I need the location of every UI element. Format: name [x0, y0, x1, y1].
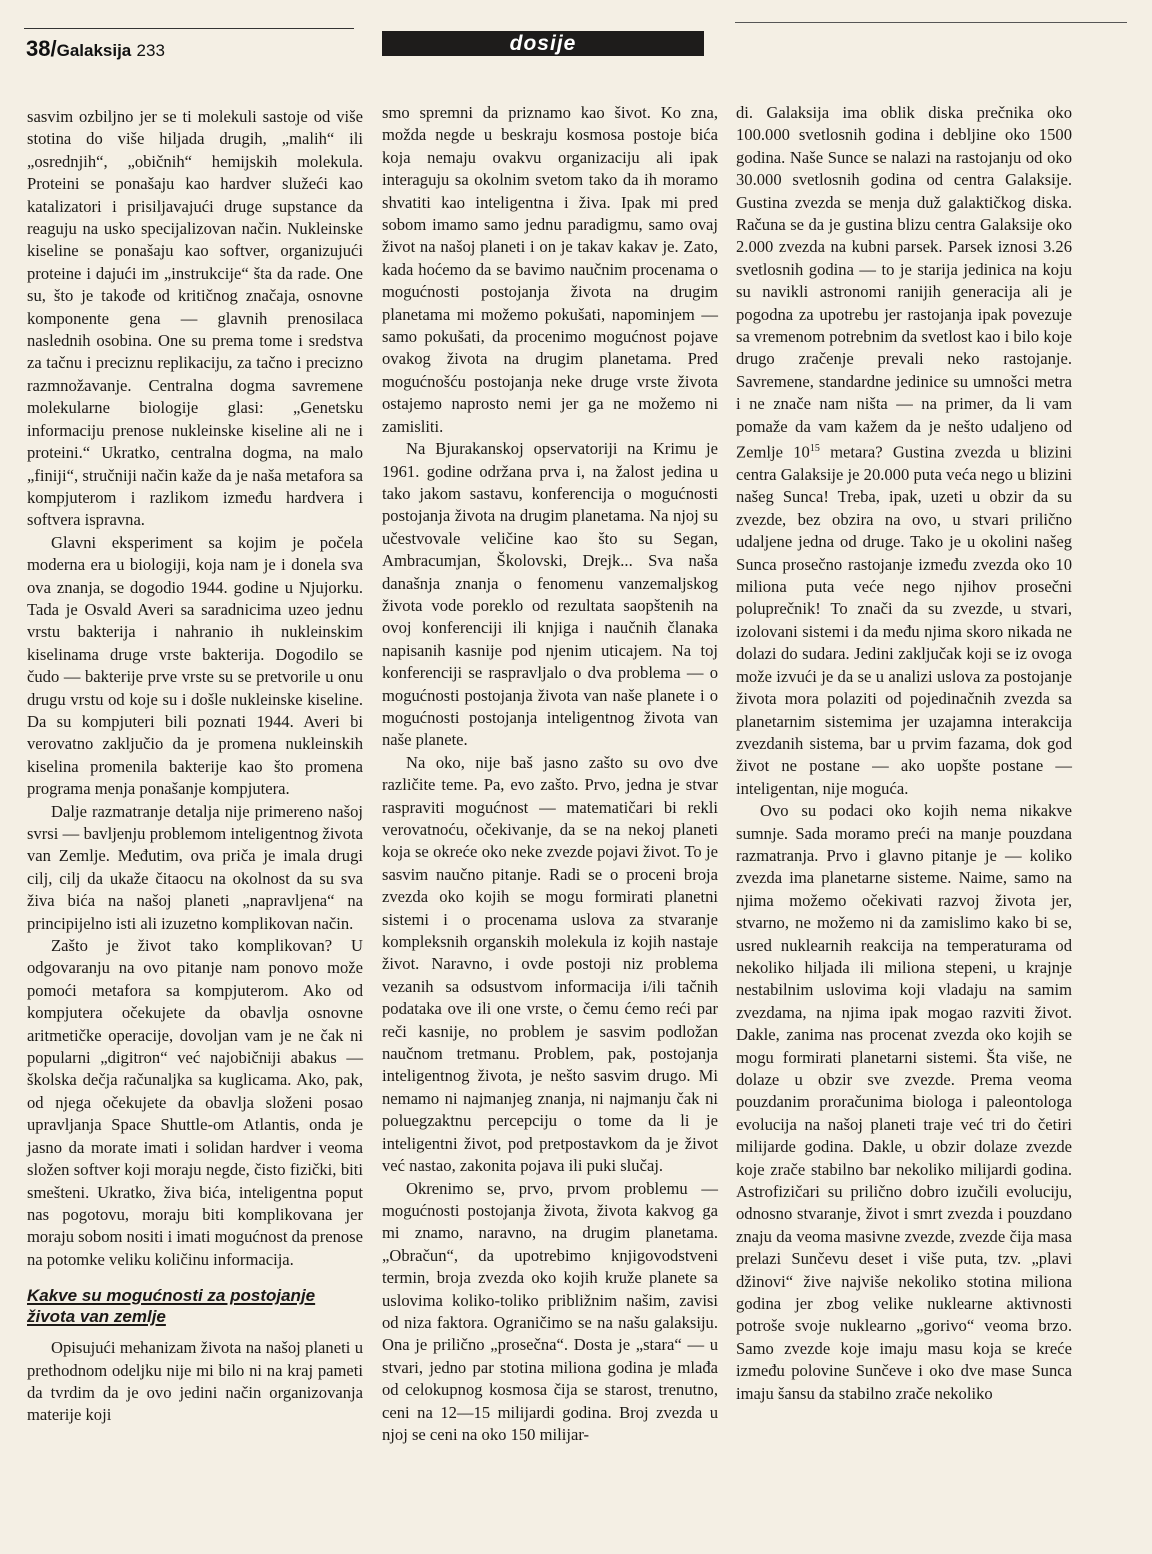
magazine-name: Galaksija	[56, 41, 132, 60]
paragraph: Opisujući mehanizam života na našoj planeti u prethodnom odeljku nije mi bilo ni na kraj pameti da tvrdim da je ovo jedini način organizovanja materije koji	[27, 1338, 363, 1425]
paragraph-text: di. Galaksija ima oblik diska prečnika oko 100.000 svetlosnih godina i debljine oko 1500 godina. Naše Sunce se nalazi na rastojanju od oko 30.000 svetlosnih godina od centra Galaksije. Gustina zvezda se menja duž galaktičkog diska. Računa se da je gustina blizu centra Galaksije oko 2.000 zvezda na kubni parsek. Parsek iznosi 3.26 svetlosnih godina — to je starija jedinica na koju su navikli astronomi ranijih generacija ali je pogodna za upotrebu jer rastojanja ipak povezuje sa vremenom potrebnim da svetlost kao i bilo koje drugo zračenje prevali neko rastojanje. Savremene, standardne jedinice su umnošci metra i ne znače nam ništa — na primer, da li vam pomaže da vam kažem da je nešto udaljeno od Zemlje 10	[736, 103, 1072, 462]
paragraph: Okrenimo se, prvo, prvom problemu — mogućnosti postojanja života, života kakvog ga mi znamo, naravno, na drugim planetama. „Obračun“, da upotrebimo knjigovodstveni termin, broja zvezda oko kojih kruže planete sa uslovima koliko-toliko približnim našim, zavisi od niza faktora. Ograničimo se na našu galaksiju. Ona je prilično „prosečna“. Dosta je „stara“ — u stvari, jedno par stotina miliona godina je mlađa od celokupnog kosmosa čija se starost, trenutno, ceni na 12—15 milijardi godina. Broj zvezda u njoj se ceni na oko 150 milijar-	[382, 1178, 718, 1444]
paragraph-text: metara? Gustina zvezda u blizini centra Galaksije je 20.000 puta veća nego u blizini našeg Sunca! Treba, ipak, uzeti u obzir da su zvezde, bez obzira na ovo, u stvari prilično udaljene jedna od druge. Tako je u okolini našeg Sunca prosečno rastojanje između zvezda oko 10 miliona puta veće nego njihov prosečni poluprečnik! To znači da su zvezde, u stvari, izolovani sistemi i da među njima skoro nikada ne dolazi do sudara. Jedini zaključak koji se iz ovoga može izvući je da se u analizi uslova za postojanje života mora polaziti od pojedinačnih zvezda sa planetarnim sistemima jer uzajamna interakcija zvezdanih sistema, bar u prvim fazama, dok god život ne postane — ako uopšte postane — inteligentan, nije moguća.	[736, 442, 1072, 798]
paragraph: sasvim ozbiljno jer se ti molekuli sastoje od više stotina do više hiljada drugih, „malih“ ili „osrednjih“, „običnih“ hemijskih molekula. Proteini se ponašaju kao hardver služeći kao katalizatori i prisiljavajući druge supstance da reaguju na usko specijalizovan način. Nukleinske kiseline se ponašaju kao softver, organizujući proteine i dajući im „instrukcije“ šta da rade. One su, što je takođe od kritičnog značaja, osnovne komponente gena — glavnih prenosilaca naslednih osobina. One su prema tome i sredstva za tačnu i preciznu replikaciju, za tačno i precizno razmnožavanje. Centralna dogma savremene molekularne biologije glasi: „Genetsku informaciju prenose nukleinske kiseline ali ne i proteini.“ Ukratko, centralna dogma, na malo „finiji“, stručniji način kaže da je naša metafora sa kompjuterom i razlikom između hardvera i softvera ispravna.	[27, 107, 363, 530]
section-subheading: Kakve su mogućnosti za postojanje života van zemlje	[27, 1286, 316, 1327]
column-2	[382, 102, 718, 1446]
paragraph: Ovo su podaci oko kojih nema nikakve sumnje. Sada moramo preći na manje pouzdana razmatranja. Prvo i glavno pitanje je — koliko zvezda ima planetarne sisteme. Naime, samo na njima možemo očekivati razvoj života jer, stvarno, ne možemo ni da zamislimo kako bi se, usred nuklearnih reakcija na temperaturama od nekoliko hiljada ili miliona stepeni, u krajnje nestabilnim uslovima koji vladaju na samim zvezdama, na njima ipak mogao razviti život. Dakle, zanima nas procenat zvezda oko kojih se mogu formirati planetarni sistemi. Šta više, ne dolaze u obzir sve zvezde. Prema veoma pouzdanim proračunima biologa i paleontologa evolucija na našoj planeti traje već tri do četiri milijarde godina. Dakle, u obzir dolaze zvezde koje zrače stabilno bar nekoliko milijardi godina. Astrofizičari su prilično dobro izučili evoluciju, odnosno stvaranje, život i smrt zvezda i pouzdano znaju da veoma masivne zvezde, zvezde čija masa prelazi Sunčevu deset i više puta, tzv. „plavi džinovi“ žive najviše nekoliko stotina miliona godina jer zbog velike nuklearne aktivnosti potroše svoje nuklearno „gorivo“ veoma brzo. Samo zvezde koje imaju masu koja se kreće između polovine Sunčeve i oko dve mase Sunca imaju šansu da stabilno zrače nekoliko	[736, 801, 1072, 1403]
page-label	[26, 36, 165, 62]
paragraph: Glavni eksperiment sa kojim je počela moderna era u biologiji, koja nam je i donela sva ova znanja, se dogodio 1944. godine u Njujorku. Tada je Osvald Averi sa saradnicima uzeo jednu vrstu bakterija i nahranio ih nukleinskim kiselinama druge vrste bakterija. Dogodilo se čudo — bakterije prve vrste su se pretvorile u onu drugu vrstu od koje su i došle nukleinske kiseline. Da su kompjuteri bili poznati 1944. Averi bi verovatno zaključio da je promena nukleinskih kiselina promenila bakterije kao što promena programa menja ponašanje kompjutera.	[27, 532, 363, 799]
exponent: 15	[809, 443, 820, 455]
paragraph: Na oko, nije baš jasno zašto su ovo dve različite teme. Pa, evo zašto. Prvo, jedna je stvar raspraviti mogućnost — matematičari bi rekli verovatnoću, očekivanje, da se na nekoj planeti koja se okreće oko neke zvezde pojavi život. To je sasvim naučno pitanje. Radi se o proceni broja zvezda oko kojih se mogu formirati planetni sistemi i o procenama uslova za stvaranje kompleksnih organskih molekula iz kojih nastaje život. Naravno, i ovde postoji niz problema vezanih sa odsustvom informacija i/ili tačnih podataka ove ili one vrste, o čemu ćemo reći par reči kasnije, no problem je sasvim podložan naučnom tretmanu. Problem, pak, postojanja inteligentnog života, je nešto sasvim drugo. Mi nemamo ni najmanjeg znanja, ni najmanju čak ni poluegzaktnu percepciju o tome da li je inteligentni život, pod pretpostavkom da je život već nastao, zakonita pojava ili puki slučaj.	[382, 752, 718, 1176]
column-1	[27, 106, 363, 1427]
header-rule-left	[24, 28, 354, 29]
paragraph: Zašto je život tako komplikovan? U odgovaranju na ovo pitanje nam ponovo može pomoći metafora sa kompjuterom. Ako od kompjutera očekujete da obavlja osnovne aritmetičke operacije, dovoljan vam je ne čak ni popularni „digitron“ već najobičniji abakus — školska dečja računaljka sa kuglicama. Ako, pak, od njega očekujete da obavlja složeni posao upravljanja Space Shuttle-om Atlantis, onda je jasno da morate imati i solidan hardver i veoma složen softver koji moraju negde, čisto fizički, biti smešteni. Ukratko, živa bića, inteligentna poput nas pogotovu, moraju biti komplikovana jer moraju sobom nositi i imati mogućnost da prenose na potomke veliku količinu informacija.	[27, 936, 363, 1269]
page-number: 38/	[26, 36, 57, 61]
issue-number: 233	[136, 41, 165, 60]
paragraph: Na Bjurakanskoj opservatoriji na Krimu je 1961. godine održana prva i, na žalost jedina u tako jakom sastavu, konferencija o mogućnosti postojanja života na drugim planetama. Na njoj su učestvovale veličine kao što su Segan, Ambracumjan, Školovski, Drejk... Sva naša današnja znanja o fenomenu vanzemaljskog života vode poreklo od rezultata saopštenih na ovoj konferenciji ili knjiga i naučnih članaka napisanih kasnije pod njenim uticajem. Na toj konferenciji se raspravljalo o dva problema — o mogućnosti postojanja života van naše planete i o mogućnosti postojanja inteligentnog života van naše planete.	[382, 439, 718, 750]
paragraph: Dalje razmatranje detalja nije primereno našoj svrsi — bavljenju problemom inteligentnog života van Zemlje. Međutim, ova priča je imala drugi cilj, cilj da ukaže čitaocu na okolnost da su sva živa bića na našoj planeti „napravljena“ na principijelno isti ali izuzetno komplikovan način.	[27, 801, 363, 933]
column-3	[736, 102, 1072, 1405]
paragraph	[736, 102, 1072, 800]
section-title: dosije	[382, 31, 704, 56]
paragraph: smo spremni da priznamo kao šivot. Ko zna, možda negde u beskraju kosmosa postoje bića koja nemaju ovakvu organizaciju ali ipak interaguju sa okolnim svetom tako da ih moramo shvatiti kao inteligentna i živa. Ipak mi pred sobom imamo samo jednu paradigmu, samo ovaj život na našoj planeti i on je takav kakav je. Zato, kada hoćemo da se bavimo naučnim procenama o mogućnosti postojanja života na drugim planetama mi možemo pokušati, napominjem — samo pokušati, da procenimo mogućnost pojave ovakog života na drugim planetama. Pred mogućnošću postojanja neke druge vrste života ostajemo naprosto nemi jer ga ne možemo ni zamisliti.	[382, 103, 718, 436]
header-rule-right	[735, 22, 1127, 23]
